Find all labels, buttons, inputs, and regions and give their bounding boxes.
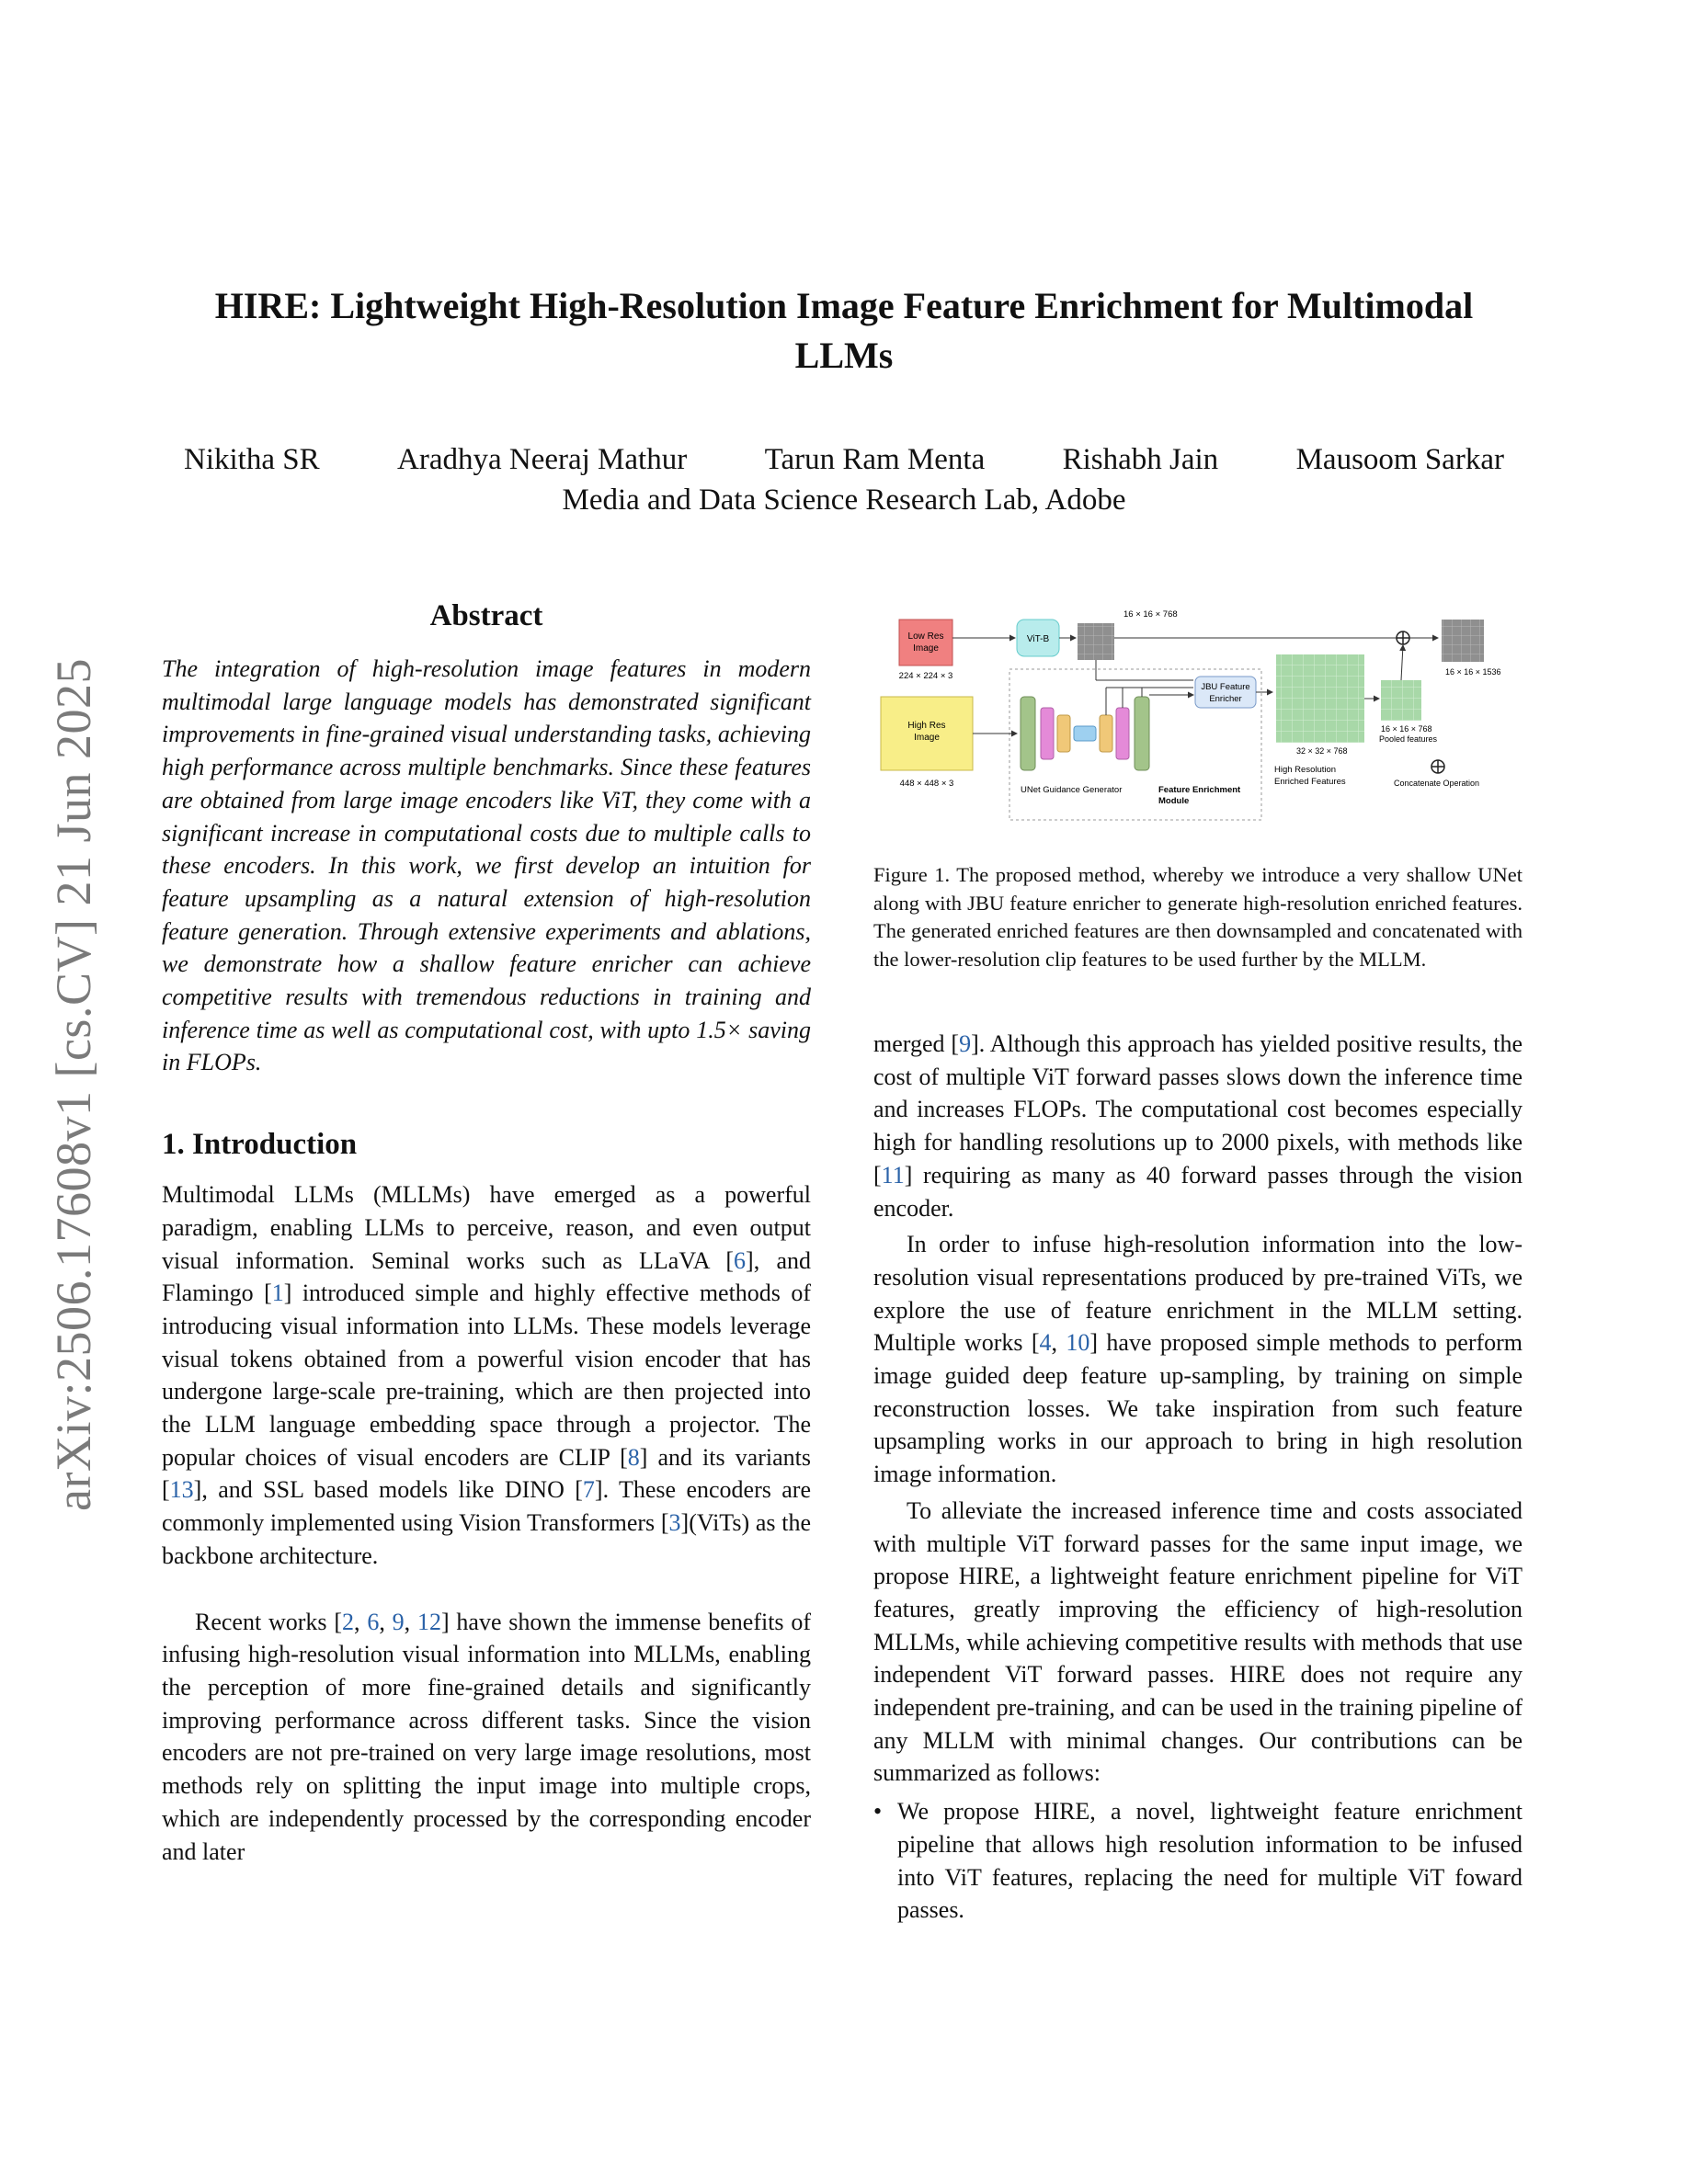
high-res-label: High Res xyxy=(907,721,946,731)
section-heading-introduction: 1. Introduction xyxy=(162,1128,358,1162)
unet-encoder-block xyxy=(1021,697,1035,770)
author-name: Mausoom Sarkar xyxy=(1295,443,1504,476)
intro-paragraph-2: Recent works [2, 6, 9, 12] have shown the immense benefits of infusing high-resolution visual information into MLLMs, enabling the perception of more fine-grained details and significantly improving performance across different tasks. Since the vision encoders are not pre-trained on very large image resolutions, most methods rely on splitting the input image into multiple crops, which are independently processed by the corresponding encoder and later xyxy=(162,1608,812,1865)
abstract-text: The integration of high-resolution image features in modern multimodal large language models has demonstrated significant improvements in fine-grained visual understanding tasks, achieving high performance across multiple benchmarks. Since these features are obtained from large image encoders like ViT, they come with a significant increase in computational costs due to multiple calls to these encoders. In this work, we first develop an intuition for feature upsampling as a natural extension of high-resolution feature generation. Through extensive experiments and ablations, we demonstrate how a shallow feature enricher can achieve competitive results with tremendous reductions in training and inference time as well as computational cost, with upto 1.5× saving in FLOPs. xyxy=(162,655,811,1076)
concat-legend-label: Concatenate Operation xyxy=(1394,779,1480,788)
contribution-bullet xyxy=(873,1795,1523,1927)
high-res-label: Image xyxy=(914,733,940,743)
citation-link[interactable]: 9 xyxy=(959,1030,972,1057)
right-paragraph-3: To alleviate the increased inference time and costs associated with multiple ViT forward passes for the same input image, we propose HIRE, a lightweight feature enrichment pipeline for ViT features, greatly improving the efficiency of high-resolution MLLMs, while achieving competitive results with methods that use independent ViT forward passes. HIRE does not require any independent pre-training, and can be used in the training pipeline of any MLLM with minimal changes. Our contributions can be summarized as follows: xyxy=(873,1496,1523,1787)
arxiv-identifier: arXiv:2506.17608v1 [cs.CV] 21 Jun 2025 xyxy=(46,658,101,1511)
title-line-1: HIRE: Lightweight High-Resolution Image Feature Enrichment for Multimodal xyxy=(214,285,1474,326)
fem-label: Feature Enrichment xyxy=(1158,785,1241,795)
right-paragraph-2: In order to infuse high-resolution information into the low-resolution visual representations produced by pre-trained ViTs, we explore the use of feature enrichment in the MLLM setting. Multiple works [4, 10] have proposed simple methods to perform image guided deep feature up-sampling, by training on simple reconstruction losses. We take inspiration from such feature upsampling works in our approach to bring in high resolution image information. xyxy=(873,1231,1523,1488)
title-line-2: LLMs xyxy=(794,335,894,376)
unet-decoder-block xyxy=(1135,697,1149,770)
pooled-label: Pooled features xyxy=(1379,734,1438,744)
figure-1-caption: Figure 1. The proposed method, whereby we introduce a very shallow UNet along with JBU feature enricher to generate high-resolution enriched features. The generated enriched features are then downsampled and concatenated with the lower-resolution clip features to be used further by the MLLM. xyxy=(873,863,1523,971)
enriched-label: Enriched Features xyxy=(1274,777,1346,787)
enriched-dim-label: 32 × 32 × 768 xyxy=(1296,746,1348,756)
low-res-label: Low Res xyxy=(907,631,944,642)
citation-link[interactable]: 6 xyxy=(734,1246,747,1274)
affiliation: Media and Data Science Research Lab, Adobe xyxy=(562,483,1126,517)
citation-link[interactable]: 12 xyxy=(416,1608,441,1635)
citation-link[interactable]: 3 xyxy=(668,1509,681,1537)
jbu-label: JBU Feature xyxy=(1201,682,1250,692)
author-name: Rishabh Jain xyxy=(1062,443,1219,476)
pooled-feature-grid xyxy=(1381,680,1421,721)
enriched-feature-grid xyxy=(1276,654,1364,743)
low-res-label: Image xyxy=(913,643,939,654)
unet-decoder-block xyxy=(1116,708,1129,759)
jbu-label: Enricher xyxy=(1209,694,1242,704)
fem-label: Module xyxy=(1158,796,1190,806)
citation-link[interactable]: 1 xyxy=(271,1280,284,1307)
unet-decoder-block xyxy=(1100,715,1112,752)
right-paragraph-1: merged [9]. Although this approach has yielded positive results, the cost of multiple ViT forward passes slows down the inference time and increases FLOPs. The computational cost becomes especially high for handling resolutions up to 2000 pixels, with methods like [11] requiring as many as 40 forward passes through the vision encoder. xyxy=(873,1030,1523,1222)
author-name: Aradhya Neeraj Mathur xyxy=(397,443,688,476)
unet-encoder-block xyxy=(1041,708,1054,759)
bullet-dot: • xyxy=(873,1798,883,1826)
citation-link[interactable]: 2 xyxy=(342,1608,355,1635)
intro-paragraph-1: Multimodal LLMs (MLLMs) have emerged as a powerful paradigm, enabling LLMs to perceive, reason, and even output visual information. Seminal works such as LLaVA [6], and Flamingo [1] introduced simple and highly effective methods of introducing visual information into LLMs. These models leverage visual tokens obtained from a powerful vision encoder that has undergone large-scale pre-training, which are then projected into the LLM language embedding space through a projector. The popular choices of visual encoders are CLIP [8] and its variants [13], and SSL based models like DINO [7]. These encoders are commonly implemented using Vision Transformers [3](ViTs) as the backbone architecture. xyxy=(162,1181,811,1569)
concat-dim-label: 16 × 16 × 1536 xyxy=(1445,667,1501,677)
vit-feature-grid xyxy=(1078,623,1114,660)
unet-label: UNet Guidance Generator xyxy=(1021,785,1123,795)
low-res-image-box xyxy=(899,620,952,665)
citation-link[interactable]: 7 xyxy=(582,1476,595,1504)
author-name: Nikitha SR xyxy=(184,443,320,476)
low-res-dim-label: 224 × 224 × 3 xyxy=(898,671,953,681)
citation-link[interactable]: 11 xyxy=(881,1161,905,1189)
enriched-label: High Resolution xyxy=(1274,765,1337,775)
author-name: Tarun Ram Menta xyxy=(764,443,986,476)
paper-title xyxy=(156,281,1532,381)
figure-1-diagram xyxy=(873,599,1523,829)
contribution-text: We propose HIRE, a novel, lightweight feature enrichment pipeline that allows high resolution information to be infused into ViT features, replacing the need for multiple ViT foward passes. xyxy=(897,1798,1523,1924)
citation-link[interactable]: 10 xyxy=(1066,1329,1090,1357)
right-column xyxy=(873,1028,1523,1927)
vit-label: ViT-B xyxy=(1026,634,1050,644)
abstract-heading: Abstract xyxy=(429,599,543,632)
author-list xyxy=(156,443,1532,477)
pooled-dim-label: 16 × 16 × 768 xyxy=(1381,724,1432,734)
left-column xyxy=(162,599,811,1868)
citation-link[interactable]: 6 xyxy=(367,1608,380,1635)
citation-link[interactable]: 13 xyxy=(169,1476,194,1504)
unet-encoder-block xyxy=(1057,715,1070,752)
citation-link[interactable]: 8 xyxy=(627,1443,640,1471)
high-res-dim-label: 448 × 448 × 3 xyxy=(899,779,954,789)
citation-link[interactable]: 4 xyxy=(1039,1329,1052,1357)
unet-bottleneck-block xyxy=(1074,726,1096,741)
concat-feature-grid xyxy=(1442,620,1484,662)
vit-out-dim-label: 16 × 16 × 768 xyxy=(1123,609,1178,620)
citation-link[interactable]: 9 xyxy=(392,1608,405,1635)
